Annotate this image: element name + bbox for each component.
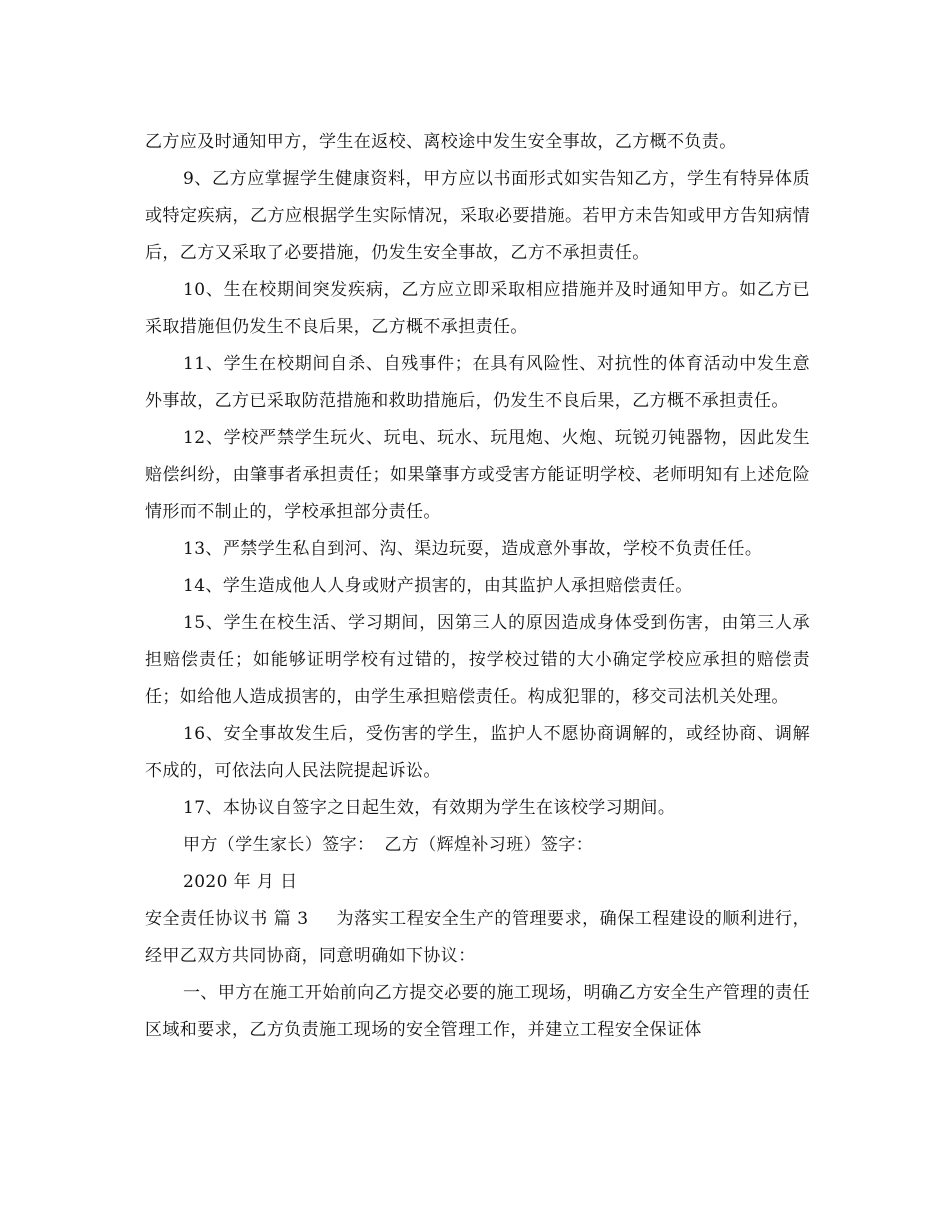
- section-intro: 为落实工程安全生产的管理要求，确保工程建设的顺利进行，经甲乙双方共同协商，同意明确如下协议：: [145, 909, 810, 966]
- document-body: [145, 124, 810, 1049]
- clause-13: 13、严禁学生私自到河、沟、渠边玩耍，造成意外事故，学校不负责任任。: [183, 539, 763, 559]
- clause-14: 14、学生造成他人人身或财产损害的，由其监护人承担赔偿责任。: [183, 576, 693, 596]
- section-title: 安全责任协议书 篇 3: [145, 909, 309, 929]
- section-heading-paragraph: [145, 901, 810, 975]
- signature-line: [145, 827, 810, 864]
- party-a-signature-label: 甲方（学生家长）签字：: [183, 835, 375, 855]
- clause-9: 9、乙方应掌握学生健康资料，甲方应以书面形式如实告知乙方，学生有特异体质或特定疾病，乙方应根据学生实际情况，采取必要措施。若甲方未告知或甲方告知病情后，乙方又采取了必要措施，仍发生安全事故，乙方不承担责任。: [145, 169, 810, 263]
- clause-11: 11、学生在校期间自杀、自残事件；在具有风险性、对抗性的体育活动中发生意外事故，乙方已采取防范措施和救助措施后，仍发生不良后果，乙方概不承担责任。: [145, 354, 810, 411]
- clause-15: 15、学生在校生活、学习期间，因第三人的原因造成身体受到伤害，由第三人承担赔偿责任；如能够证明学校有过错的，按学校过错的大小确定学校应承担的赔偿责任；如给他人造成损害的，由学生承担赔偿责任。构成犯罪的，移交司法机关处理。: [145, 613, 810, 707]
- clause-12: 12、学校严禁学生玩火、玩电、玩水、玩甩炮、火炮、玩锐刃钝器物，因此发生赔偿纠纷，由肇事者承担责任；如果肇事方或受害方能证明学校、老师明知有上述危险情形而不制止的，学校承担部分责任。: [145, 428, 810, 522]
- date-line: 2020 年 月 日: [183, 872, 298, 892]
- paragraph-continuation: 乙方应及时通知甲方，学生在返校、离校途中发生安全事故，乙方概不负责。: [145, 132, 737, 152]
- clause-one: 一、甲方在施工开始前向乙方提交必要的施工现场，明确乙方安全生产管理的责任区域和要求，乙方负责施工现场的安全管理工作，并建立工程安全保证体: [145, 983, 810, 1040]
- clause-17: 17、本协议自签字之日起生效，有效期为学生在该校学习期间。: [183, 798, 676, 818]
- party-b-signature-label: 乙方（辉煌补习班）签字：: [384, 835, 594, 855]
- clause-16: 16、安全事故发生后，受伤害的学生，监护人不愿协商调解的，或经协商、调解不成的，可依法向人民法院提起诉讼。: [145, 724, 810, 781]
- clause-10: 10、生在校期间突发疾病，乙方应立即采取相应措施并及时通知甲方。如乙方已采取措施但仍发生不良后果，乙方概不承担责任。: [145, 280, 810, 337]
